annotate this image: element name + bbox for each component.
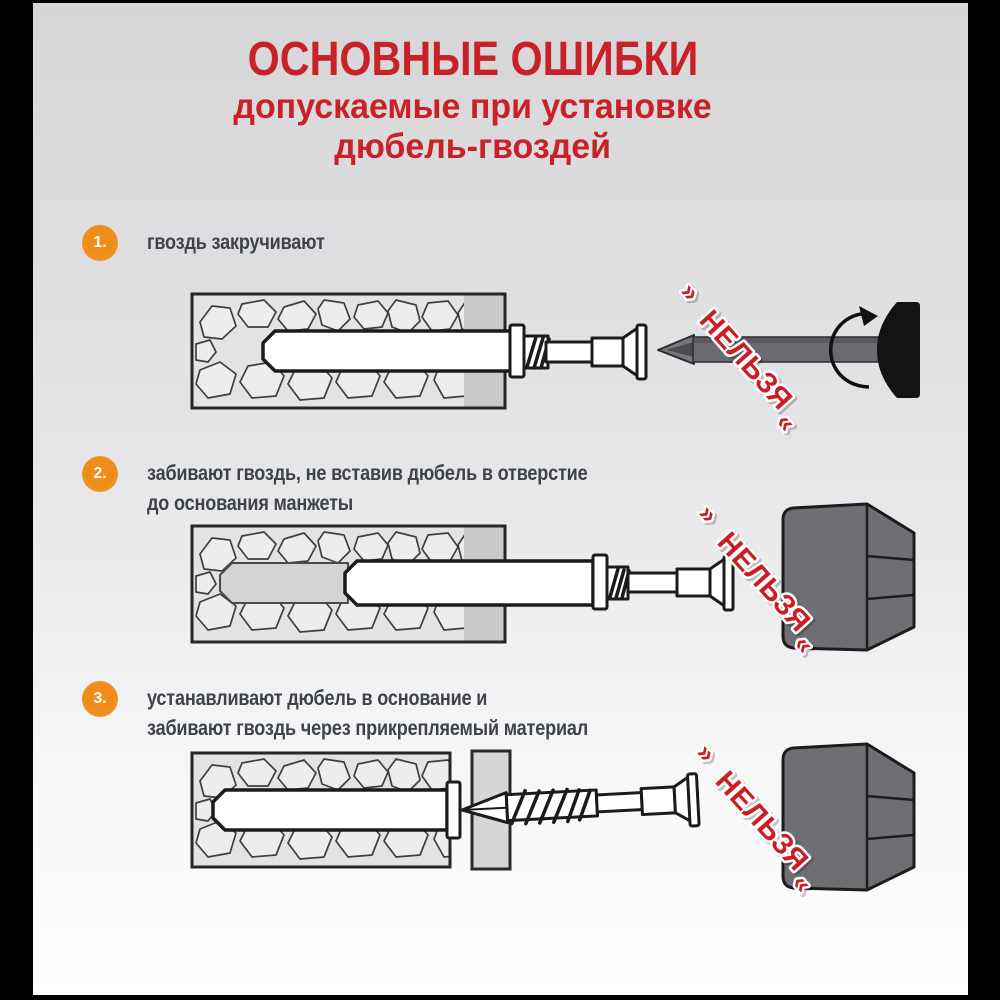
- hammer-icon: [783, 744, 914, 890]
- item-number-badge: 2.: [82, 456, 118, 492]
- dowel-flange: [447, 782, 460, 838]
- dowel-in-wall: [213, 782, 460, 838]
- nail-head-cap: [637, 325, 646, 379]
- nail-head-neck: [592, 338, 623, 366]
- illustration-nail-through-material: [180, 725, 968, 902]
- dowel-channel: [213, 790, 447, 830]
- dowel-flange: [510, 325, 524, 377]
- page-subtitle-line1-text: допускаемые при установке: [233, 87, 713, 126]
- page-subtitle-line2: [33, 127, 913, 167]
- item-text-line: гвоздь закручивают: [147, 231, 325, 254]
- dowel-flange: [593, 555, 607, 609]
- nail-head-neck: [641, 787, 675, 815]
- illustration-dowel-not-inserted: [180, 495, 968, 667]
- dowel-channel: [263, 331, 512, 371]
- item-text-line: устанавливают дюбель в основание и: [147, 687, 488, 710]
- drilled-hole: [220, 563, 348, 603]
- page-subtitle-line2-text: дюбель-гвоздей: [334, 127, 612, 166]
- item-text: [147, 228, 325, 258]
- page-title: [33, 33, 913, 87]
- nail-shaft: [596, 793, 642, 812]
- item-number-badge: 1.: [82, 225, 118, 261]
- nail-head-neck: [677, 569, 710, 596]
- screwdriver-handle: [877, 302, 920, 398]
- nail-head-cap: [687, 774, 699, 826]
- illustration-nail-being-screwed: [180, 280, 968, 435]
- page-subtitle-line1: [33, 87, 913, 127]
- item-text-line: забивают гвоздь, не вставив дюбель в отверстие: [147, 462, 588, 485]
- nail-shaft: [546, 342, 592, 362]
- item-text-line: до основания манжеты: [147, 492, 354, 515]
- nail-shaft: [628, 573, 677, 592]
- header: [33, 33, 913, 167]
- dowel-channel: [345, 561, 593, 605]
- dowel-nail: [263, 325, 646, 379]
- item-text-line: забивают гвоздь через прикрепляемый материал: [147, 717, 589, 740]
- item-number-badge: 3.: [82, 681, 118, 717]
- protruding-dowel-nail: [345, 555, 733, 610]
- page-title-text: ОСНОВНЫЕ ОШИБКИ: [247, 33, 699, 86]
- infographic-canvas: [33, 3, 968, 995]
